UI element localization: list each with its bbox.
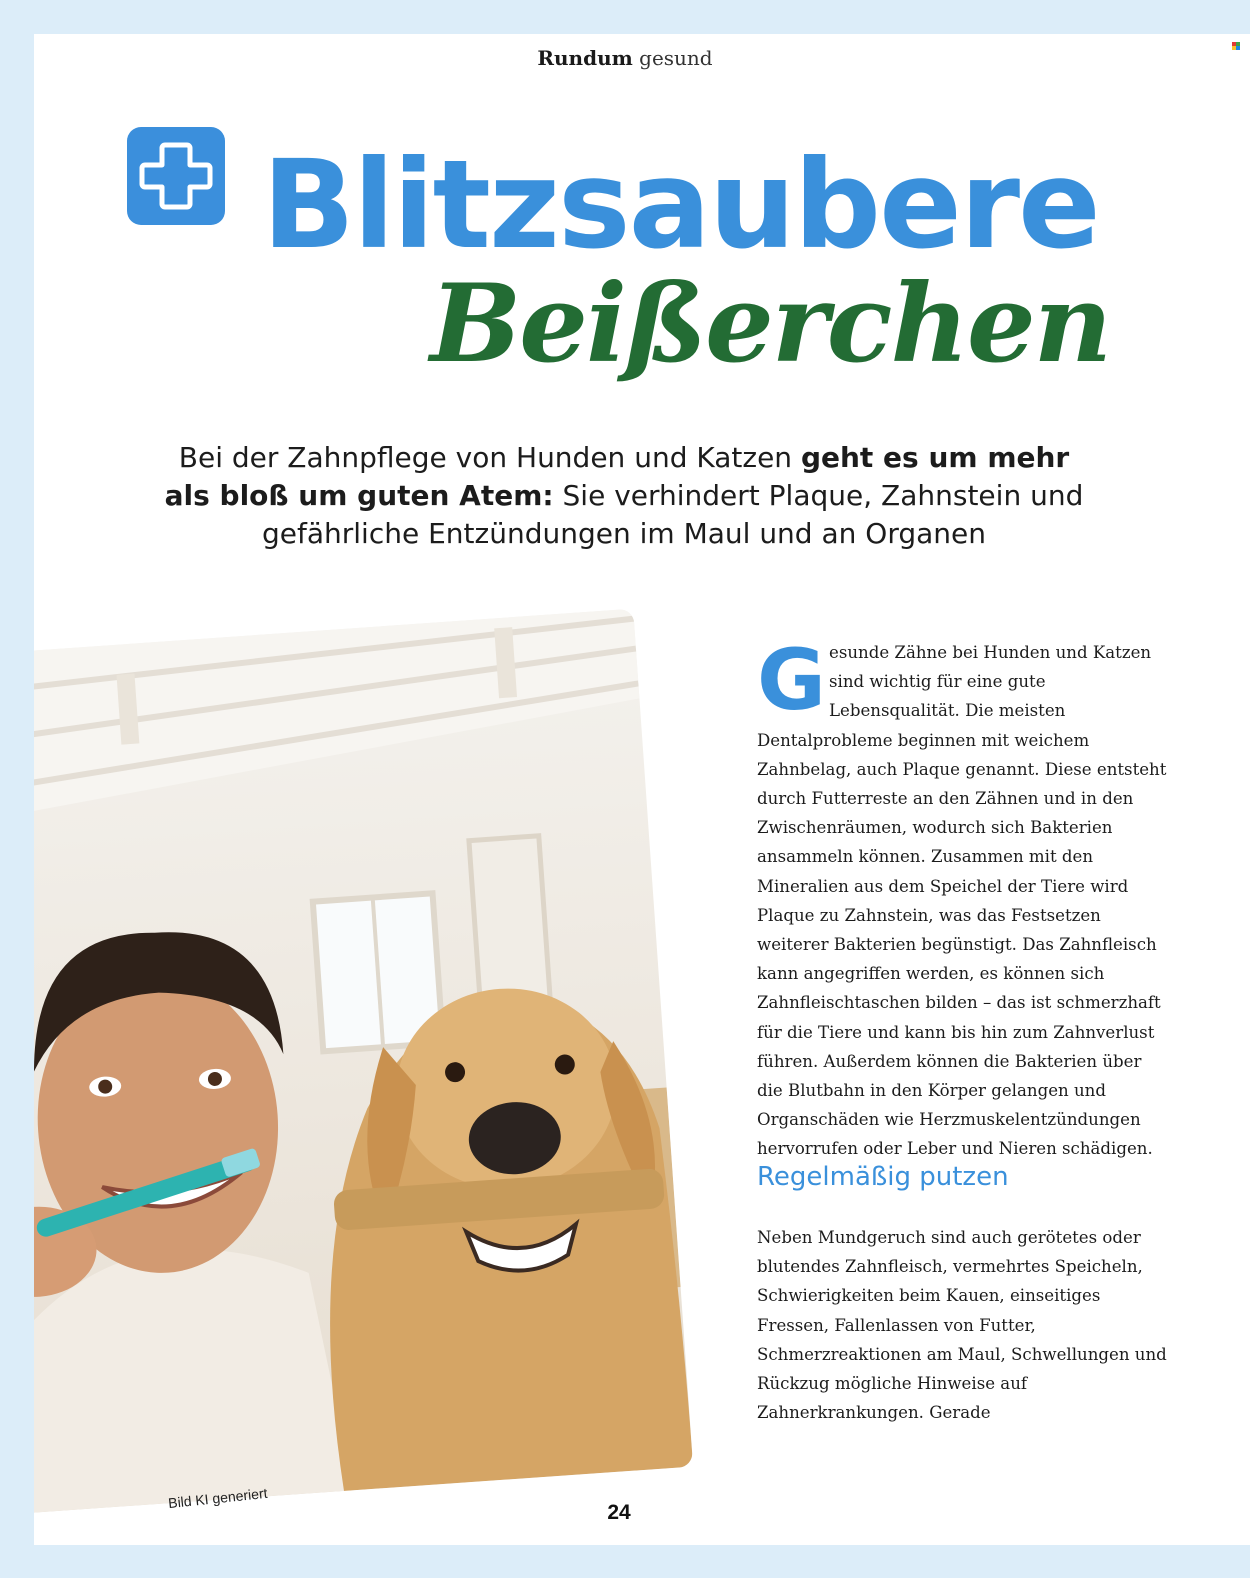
lead-paragraph [154,439,1094,553]
article-body [757,631,1167,1164]
plus-icon [127,127,225,225]
headline: Blitzsaubere [262,134,1099,276]
article-paragraph-2: Neben Mundgeruch sind auch gerötetes oder blutendes Zahnfleisch, vermehrtes Speicheln, Schwierigkeiten beim Kauen, einseitiges Fressen, Fallenlassen von Futter, Schmerzreaktionen am Maul, Schwellungen und Rückzug mögliche Hinweise auf Zahnerkrankungen. Gerade [757,1228,1167,1423]
article-paragraph-1: esunde Zähne bei Hunden und Katzen sind wichtig für eine gute Lebensqualität. Die meisten Dentalprobleme beginnen mit weichem Zahnbelag, auch Plaque genannt. Diese entsteht durch Futterreste an den Zähnen und in den Zwischenräumen, wodurch sich Bakterien ansammeln können. Zusammen mit den Mineralien aus dem Speichel der Tiere wird Plaque zu Zahnstein, was das Festsetzen weiterer Bakterien begünstigt. Das Zahnfleisch kann angegriffen werden, es können sich Zahnfleischtaschen bilden – das ist schmerzhaft für die Tiere und kann bis hin zum Zahnverlust führen. Außerdem können die Bakterien über die Blutbahn in den Körper gelangen und Organschäden wie Herzmuskelentzündungen hervorrufen oder Leber und Nieren schädigen. [757,643,1167,1159]
headline-script: Beißerchen [430,261,1111,387]
plus-badge [127,127,225,225]
magazine-page [34,34,1250,1545]
lead-text-end: Sie verhindert Plaque, Zahnstein und gefährliche Entzündungen im Maul und an Organen [262,479,1084,550]
lead-text-bold: geht es um mehr als bloß um guten Atem: [164,441,1070,512]
section-label-bold: Rundum [537,46,633,70]
photo-illustration [34,609,693,1516]
section-label [34,46,1216,70]
article-photo [34,609,693,1516]
section-label-light: gesund [639,46,713,70]
color-registration-mark [1232,42,1240,50]
lead-text-start: Bei der Zahnpflege von Hunden und Katzen [178,441,801,474]
page-number: 24 [607,1501,631,1524]
photo-credit: Bild KI generiert [167,1484,269,1512]
subheading: Regelmäßig putzen [757,1162,1009,1192]
drop-cap: G [757,631,826,729]
